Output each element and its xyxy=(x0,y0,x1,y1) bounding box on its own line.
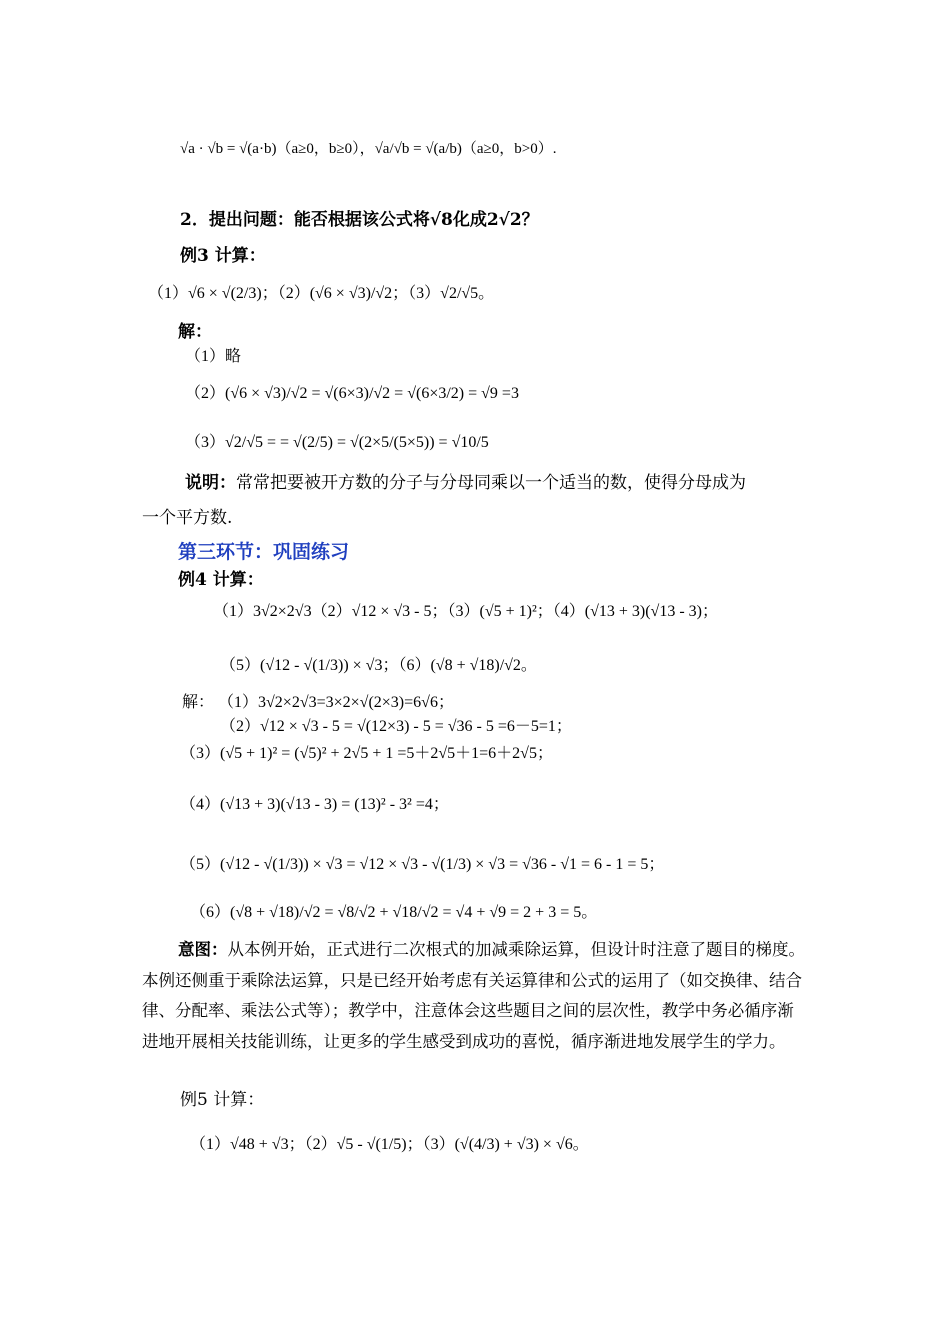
example-4-row-1 xyxy=(213,602,718,621)
solution-label-text: 解： xyxy=(178,322,212,342)
note-line-1 xyxy=(185,473,746,493)
intent-text: 从本例开始，正式进行二次根式的加减乘除运算，但设计时注意了题目的梯度。本例还侧重于乘除法运算，只是已经开始考虑有关运算律和公式的运用了（如交换律、结合律、分配率、乘法公式等）；教学中，注意体会这些题目之间的层次性，教学中务必循序渐进地开展相关技能训练，让更多的学生感受到成功的喜悦，循序渐进地发展学生的学力。 xyxy=(142,940,805,1051)
ex3-solution-1 xyxy=(185,347,241,366)
example-4-title xyxy=(178,570,264,590)
note-text-1: 常常把要被开方数的分子与分母同乘以一个适当的数，使得分母成为 xyxy=(236,473,746,493)
section-3-heading-text: 第三环节：巩固练习 xyxy=(178,541,350,563)
example-3-title xyxy=(180,246,266,266)
example-4-row-2-text: （5）(√12 - √(1/3)) × √3；（6）(√8 + √18)/√2。 xyxy=(220,657,537,674)
ex4-solution-5 xyxy=(180,855,664,874)
example-3-items-text: （1）√6 × √(2/3)；（2）(√6 × √3)/√2；（3）√2/√5。 xyxy=(148,285,495,302)
ex3-solution-2-text: （2）(√6 × √3)/√2 = √(6×3)/√2 = √(6×3/2) = √9 =3 xyxy=(185,385,519,402)
example-5-items xyxy=(190,1135,589,1154)
ex4-solution-4-text: （4）(√13 + 3)(√13 - 3) = (13)² - 3² =4； xyxy=(180,796,449,813)
question-2 xyxy=(180,210,539,230)
ex4-solution-6 xyxy=(190,903,597,922)
ex3-solution-3-text: （3）√2/√5 = = √(2/5) = √(2×5/(5×5)) = √10/5 xyxy=(185,434,489,451)
question-2-text: 2．提出问题：能否根据该公式将√8化成2√2？ xyxy=(180,210,539,230)
note-label: 说明： xyxy=(185,473,236,493)
ex3-solution-2 xyxy=(185,384,519,403)
note-text-2: 一个平方数. xyxy=(142,508,233,528)
solution-label xyxy=(178,322,212,342)
example-4-row-2 xyxy=(220,656,537,675)
ex4-solution-5-text: （5）(√12 - √(1/3)) × √3 = √12 × √3 - √(1/3) × √3 = √36 - √1 = 6 - 1 = 5； xyxy=(180,856,665,873)
intent-label: 意图： xyxy=(178,940,228,959)
example-4-title-text: 例4 计算： xyxy=(178,570,264,590)
ex4-solution-2-text: （2）√12 × √3 - 5 = √(12×3) - 5 = √36 - 5 =6－5=1； xyxy=(220,718,572,735)
example-5-title-text: 例5 计算： xyxy=(180,1090,265,1110)
note-line-2 xyxy=(142,508,232,528)
ex4-solution-1 xyxy=(182,693,454,712)
example-3-items xyxy=(148,284,494,303)
ex3-solution-1-text: （1）略 xyxy=(185,348,242,365)
ex4-solution-3 xyxy=(180,744,553,763)
formula-top-text: √a · √b = √(a·b)（a≥0，b≥0），√a/√b = √(a/b)（a≥0，b>0）. xyxy=(180,141,557,157)
ex4-solution-3-text: （3）(√5 + 1)² = (√5)² + 2√5 + 1 =5＋2√5＋1=6＋2√5； xyxy=(180,745,553,762)
example-5-title xyxy=(180,1090,264,1110)
example-3-title-text: 例3 计算： xyxy=(180,246,266,266)
ex3-solution-3 xyxy=(185,433,489,452)
formula-top xyxy=(180,140,556,158)
example-5-items-text: （1）√48 + √3；（2）√5 - √(1/5)；（3）(√(4/3) + √3) × √6。 xyxy=(190,1136,589,1153)
ex4-solution-2 xyxy=(220,717,572,736)
ex4-solution-4 xyxy=(180,795,449,814)
ex4-solution-6-text: （6）(√8 + √18)/√2 = √8/√2 + √18/√2 = √4 + √9 = 2 + 3 = 5。 xyxy=(190,904,598,921)
ex4-solution-label: 解： xyxy=(182,694,215,711)
ex4-solution-1-text: （1）3√2×2√3=3×2×√(2×3)=6√6； xyxy=(218,694,454,711)
example-4-row-1-text: （1）3√2×2√3（2）√12 × √3 - 5；（3）(√5 + 1)²；（4）(√13 + 3)(√13 - 3)； xyxy=(213,603,718,620)
intent-paragraph xyxy=(142,935,810,1057)
section-3-heading xyxy=(178,541,349,564)
